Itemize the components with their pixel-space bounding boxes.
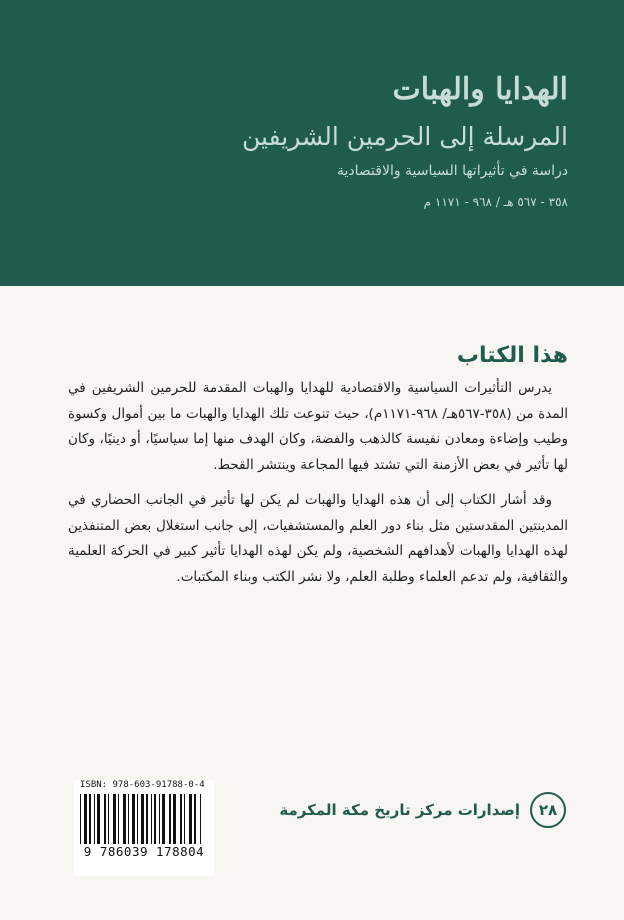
barcode-bar: [154, 794, 156, 844]
barcode-bar: [89, 794, 91, 844]
series-number-badge: ٢٨: [530, 792, 566, 828]
barcode-bar: [118, 794, 119, 844]
barcode-bar: [123, 794, 126, 844]
book-title: الهدايا والهبات: [392, 72, 568, 107]
barcode-bar: [128, 794, 129, 844]
barcode-bar: [141, 794, 144, 844]
barcode-bar: [184, 794, 185, 844]
barcode-bar: [159, 794, 160, 844]
barcode-bar: [97, 794, 100, 844]
cover-top-band: [0, 0, 624, 286]
barcode-bars: [80, 794, 208, 844]
barcode-bar: [180, 794, 182, 844]
barcode: [74, 780, 214, 876]
book-date-range: ٣٥٨ - ٥٦٧ هـ / ٩٦٨ - ١١٧١ م: [423, 195, 568, 209]
barcode-bar: [173, 794, 176, 844]
isbn-label: ISBN: 978-603-91788-0-4: [80, 780, 205, 790]
about-body: [68, 376, 568, 600]
about-heading: هذا الكتاب: [456, 343, 568, 368]
barcode-bar: [137, 794, 138, 844]
barcode-bar: [169, 794, 171, 844]
about-paragraph: يدرس التأثيرات السياسية والاقتصادية للهدايا والهبات المقدمة للحرمين الشريفين في المدة من (٣٥٨-٥٦٧هـ/ ٩٦٨-١١٧١م)، حيث تنوعت تلك الهدايا والهبات ما بين أموال وكسوة وطيب وإضاءة ومعادن نفيسة كالذهب والفضة، وكان الهدف منها إما سياسيًا، أو دينيًا، وكان لها تأثير في بعض الأزمنة التي تشتد فيها المجاعة وينتشر القحط.: [68, 380, 568, 473]
barcode-bar: [113, 794, 116, 844]
barcode-bar: [80, 794, 81, 844]
about-paragraph: وقد أشار الكتاب إلى أن هذه الهدايا والهبات لم يكن لها تأثير في الجانب الحضاري في المدينتين المقدستين مثل بناء دور العلم والمستشفيات، إلى جانب استغلال بعض المتنفذين لهذه الهدايا والهبات لأهدافهم الشخصية، ولم يكن لهذه الهدايا تأثير كبير في الحركة العلمية والثقافية، ولم تدعم العلماء وطلبة العلم، ولا نشر الكتب وبناء المكتبات.: [68, 492, 568, 585]
barcode-bar: [84, 794, 87, 844]
barcode-digits: 9 786039 178804: [83, 844, 205, 859]
barcode-bar: [146, 794, 148, 844]
publisher-block: [256, 792, 566, 832]
barcode-bar: [200, 794, 201, 844]
barcode-bar: [194, 794, 196, 844]
barcode-bar: [104, 794, 106, 844]
barcode-bar: [189, 794, 192, 844]
barcode-bar: [162, 794, 165, 844]
barcode-bar: [94, 794, 95, 844]
publisher-name: إصدارات مركز تاريخ مكة المكرمة: [279, 801, 520, 819]
barcode-bar: [108, 794, 109, 844]
barcode-bar: [132, 794, 135, 844]
book-subtitle: المرسلة إلى الحرمين الشريفين: [242, 122, 568, 151]
book-study-line: دراسة في تأثيراتها السياسية والاقتصادية: [337, 163, 568, 179]
barcode-bar: [151, 794, 152, 844]
